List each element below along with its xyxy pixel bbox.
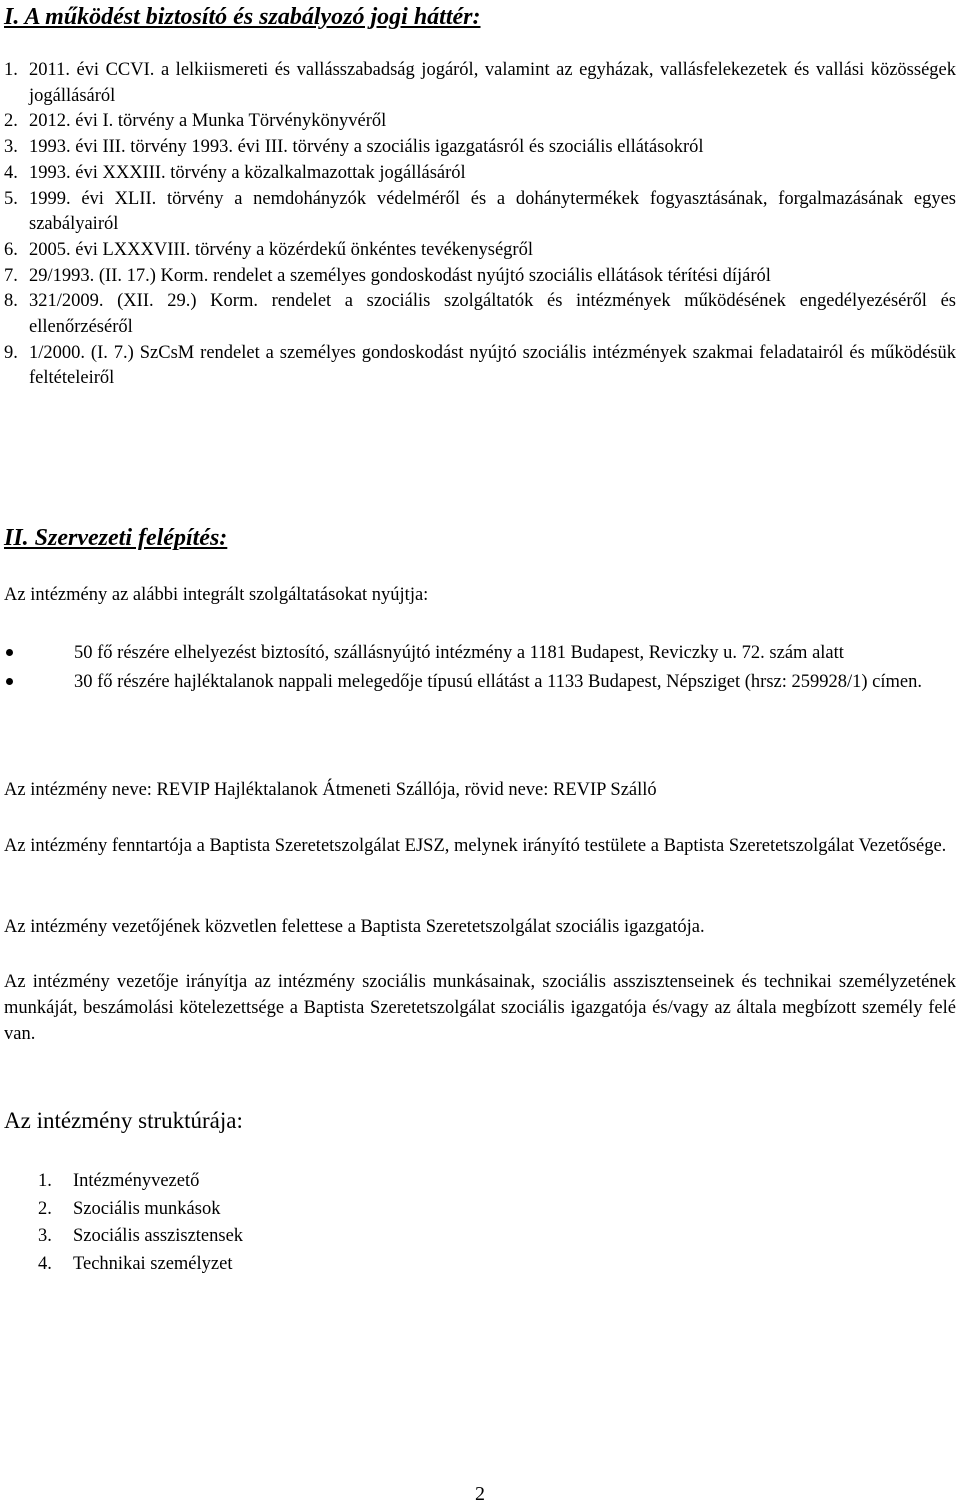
list-number: 4. [38, 1253, 52, 1274]
list-text: 2005. évi LXXXVIII. törvény a közérdekű önkéntes tevékenységről [29, 239, 533, 260]
list-text: 30 fő részére hajléktalanok nappali melegedője típusú ellátást a 1133 Budapest, Népsziget (hrsz: 259928/1) címen. [74, 672, 922, 692]
list-item [4, 640, 956, 666]
list-text: Szociális munkások [73, 1198, 221, 1219]
list-text: 29/1993. (II. 17.) Korm. rendelet a személyes gondoskodást nyújtó szociális ellátások térítési díjáról [29, 265, 771, 286]
supervisor-paragraph: Az intézmény vezetőjének közvetlen felettese a Baptista Szeretetszolgálat szociális igazgatója. [4, 917, 705, 937]
services-intro: Az intézmény az alábbi integrált szolgáltatásokat nyújtja: [4, 585, 429, 605]
list-number: 3. [38, 1226, 52, 1246]
maintainer-paragraph: Az intézmény fenntartója a Baptista Szeretetszolgálat EJSZ, melynek irányító testülete a Baptista Szeretetszolgálat Vezetősége. [4, 836, 947, 856]
list-number: 5. [4, 188, 18, 209]
list-number: 1. [38, 1171, 52, 1191]
list-item [4, 161, 956, 187]
institution-name-paragraph: Az intézmény neve: REVIP Hajléktalanok Átmeneti Szállója, rövid neve: REVIP Szálló [4, 780, 657, 800]
list-number: 7. [4, 265, 18, 286]
list-item [4, 289, 956, 340]
list-number: 1. [4, 60, 18, 80]
legal-basis-list [4, 58, 956, 392]
list-number: 2. [4, 111, 18, 132]
list-text: 1993. évi III. törvény 1993. évi III. törvény a szociális igazgatásról és szociális ellátásokról [29, 137, 704, 158]
list-item [4, 109, 956, 135]
list-number: 3. [4, 137, 18, 158]
list-item [4, 264, 956, 290]
list-number: 4. [4, 162, 18, 183]
list-item [4, 187, 956, 238]
list-text: Intézményvezető [73, 1171, 200, 1191]
list-item [4, 135, 956, 161]
list-text: 1993. évi XXXIII. törvény a közalkalmazottak jogállásáról [29, 162, 466, 183]
bullet-icon [6, 678, 13, 685]
list-item [4, 669, 956, 695]
structure-title: Az intézmény struktúrája: [4, 1108, 243, 1133]
list-text: 1999. évi XLII. törvény a nemdohányzók védelméről és a dohánytermékek fogyasztásának, forgalmazásának egyes szabályairól [29, 188, 956, 235]
list-text: 2011. évi CCVI. a lelkiismereti és vallásszabadság jogáról, valamint az egyházak, vallásfelekezetek és vallási közösségek jogállásáról [29, 60, 956, 106]
list-text: 321/2009. (XII. 29.) Korm. rendelet a szociális szolgáltatók és intézmények működésének engedélyezéséről és ellenőrzéséről [29, 291, 956, 338]
page-number: 2 [475, 1483, 485, 1505]
director-duties-paragraph: Az intézmény vezetője irányítja az intézmény szociális munkásainak, szociális asszisztenseinek és technikai személyzetének munkáját, beszámolási kötelezettsége a Baptista Szeretetszolgálat szociális igazgatója és/vagy az általa megbízott személy felé van. [4, 972, 956, 1044]
list-text: 50 fő részére elhelyezést biztosító, szállásnyújtó intézmény a 1181 Budapest, Reviczky u. 72. szám alatt [74, 643, 844, 663]
structure-list [38, 1168, 243, 1278]
services-list [4, 640, 956, 698]
list-number: 8. [4, 291, 18, 312]
list-text: Technikai személyzet [73, 1253, 233, 1274]
list-number: 2. [38, 1198, 52, 1219]
list-text: Szociális asszisztensek [73, 1226, 244, 1246]
list-item [38, 1196, 243, 1224]
list-text: 2012. évi I. törvény a Munka Törvénykönyvéről [29, 111, 387, 132]
section-2-title: II. Szervezeti felépítés: [4, 525, 228, 551]
list-item [4, 58, 956, 109]
list-item [38, 1223, 243, 1251]
list-item [4, 238, 956, 264]
list-text: 1/2000. (I. 7.) SzCsM rendelet a személyes gondoskodást nyújtó szociális intézmények szakmai feladatairól és működésük feltételeiről [29, 342, 956, 389]
list-item [4, 341, 956, 392]
list-item [38, 1251, 243, 1279]
list-item [38, 1168, 243, 1196]
section-1-title: I. A működést biztosító és szabályozó jogi háttér: [4, 4, 481, 30]
list-number: 9. [4, 342, 18, 363]
bullet-icon [6, 649, 13, 656]
list-number: 6. [4, 239, 18, 260]
